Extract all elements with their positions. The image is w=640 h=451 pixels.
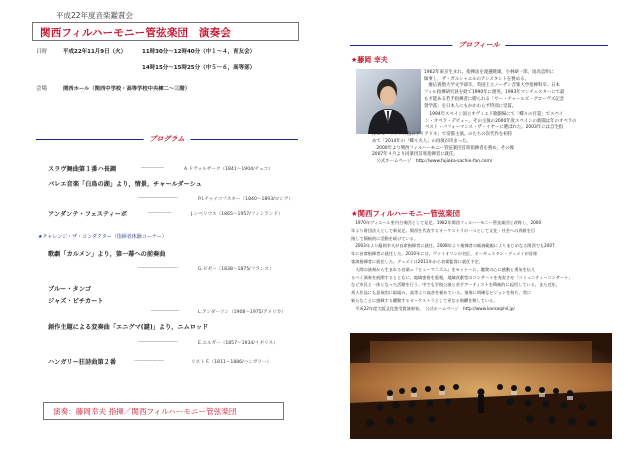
program-item [48,322,308,332]
performer-text: 演奏：藤岡幸夫 指揮／関西フィルハーモニー管弦楽団 [53,407,237,416]
bio-line: 公式ホームページ http://www.fujioka-sachio-fan.com/ [372,158,493,164]
program-heading: プログラム [144,134,191,144]
bio-line: 新たなことに挑戦する躍動するオーケストラとして更なる飛躍を期している。 [351,297,498,303]
bio-line: 邦人作品にも意欲的に取組み，高等より高音を極めている。演奏に明確なビジョンを持ち，常に [351,290,532,296]
program-item [48,209,308,219]
bio-line: 2007年４月より同楽団首席指揮者に就任。 [372,152,458,158]
venue-value: 関西ホール（関西中学校・高等学校中央棟二～三階） [63,86,191,92]
program-item-composer: E.エルガー（1857～1934/イギリス） [198,341,278,346]
bio-line: など市民と一体となった活動を行う。中でも学校公演と若手アーティストを積極的に起用している。また近年， [351,282,560,288]
program-item [48,264,308,274]
bio-line: 2000年より関西フィルハーモニー管弦楽団首席指揮者を務め，その後 [372,145,515,151]
bio-line: 客演指揮者に就任した。デュメイは2011年から音楽監督に就任予定。 [351,258,483,264]
orchestra-stage-image [350,333,612,439]
bio-line: 年より財団法人として新発足。関西を代表するオーケストラの一つとして文化・社会への貢献を目 [351,227,536,233]
profile-heading: プロフィール [452,40,505,50]
bio-line: も才能ある若手指揮者に贈られる「サー・チャールズ・グローヴズ記念 [424,96,565,102]
orchestra-name: ★関西フィルハーモニー管弦楽団 [351,209,460,218]
conductor-bio-continued [372,112,610,166]
conductor-name: ★藤岡 幸夫 [351,56,388,64]
program-item-dashes: ------------------------ [138,266,178,271]
program-heading-bar [36,134,298,144]
program-item-title: ブルー・タンゴ [48,286,92,293]
bio-line: 年に首席指揮者に就任した。2010年には，ヴァイオリンの名匠，オーギュスタン・デュメイが首席 [351,251,538,257]
program-item-composer: J.シベリウス（1865～1957/フィンランド） [191,212,283,217]
bio-line: 慶応義塾大学文学部卒，英国王立ノーザン音楽大学指揮科卒。日本 [424,83,560,89]
conductor-bio [424,70,609,110]
program-item-dashes: ----------------- [151,309,180,314]
program-item-title: バレエ音楽「白鳥の湖」より，情景，チャールダーシュ [48,181,202,188]
bio-line: 指して積極的に活動を続けている。 [351,235,419,241]
orchestra-bio [351,219,613,313]
bio-line: 2003年より藤岡幸夫が首席指揮者に就任。2008年より指揮者の飯森範親によりまじめなる関西でも2007 [351,243,555,249]
program-item-dashes: ------------------------ [138,340,178,345]
bio-line: 師事し，ザ・ガルシャエルのアシスタントを務める。 [424,76,529,82]
program-item [48,307,308,317]
bio-line: フィル指揮研究員を経て1990年に渡英。1993年マンチェスターにて最 [424,90,565,96]
conductor-corner: ★チャレンジ・ザ・コンダクター（指揮者体験コーナー） [38,234,167,240]
program-item [48,357,308,367]
program-item-title: 創作主題による変奏曲「エニグマ(謎)」より，ニムロッド [48,324,209,331]
date-value: 平成22年11月9日（火） [63,49,127,55]
date-label: 日時 [36,49,48,55]
program-item-dashes: ------------------------ [138,196,178,201]
program-item-composer: L.アンダーソン（1908～1975/アメリカ） [198,310,286,315]
concert-title: 関西フィルハーモニー管弦楽団 演奏会 [40,27,232,39]
program-item [48,194,308,204]
program-item-composer: リスト F.（1811～1886/ハンガリー） [191,360,272,365]
bio-line: 1994年スペイン国立オヴィエド歌劇場にて「蝶々の目覚」でスペイ [425,112,564,117]
program-item-title: アンダンテ・フェスティーボ [48,211,128,218]
bio-line: 平成22年度大阪文化賞受賞演奏家。 公式ホームページ http://www.kansaiphil.jp/ [351,305,515,311]
bio-line: 1962年東京生まれ。指揮法を渡邉暁雄，小林研一郎，尾高忠明に [424,70,554,75]
program-item [48,164,308,174]
program-item-title: スラヴ舞曲第１番ハ長調 [48,166,117,173]
program-item [48,179,308,189]
bio-line: 人間の演奏から生まれる音楽＝『ヒューマニズム』をモットーに，聴衆の心に感動と勇気を伝え [351,266,536,272]
program-item [48,249,308,259]
bio-line: 揮にて「サクソス島のアリアドネ」で帝都主演。のたちの次代作を初持 [372,132,513,138]
program-item-composer: G.ビゼー（1838～1875/フランス） [198,267,274,272]
bio-line: ベスト・パフォーマンス・ザ・イヤーに選ばれた。2003年には自宅指 [425,125,564,131]
time-first-session: 11時30分～12時40分（中１～４，育友会） [142,49,256,55]
bio-line: 1970年ヴィエール室内合奏団として発足。1982年関西フィルハーモニー管弦楽団と改称し，2000 [351,220,542,225]
program-item [48,296,308,306]
time-second-session: 14時15分～15時25分（中５～６，高等部） [142,65,256,71]
program-item-title: ハンガリー狂詩曲第２番 [48,359,117,366]
program-item-dashes: -------------- [141,166,165,171]
program-item-dashes: ------------------ [134,359,164,364]
program-item-composer: A.ドヴォルザーク（1841～1904/チェコ） [184,167,273,172]
bio-line: ン・オペラ・デビュー。その主演の2000年度スペインの新聞は年のオペラの [425,118,577,124]
profile-heading-bar [350,40,608,50]
bio-line: るべく演奏を展開するとともに，地域密着を重視，地域貢献型のコンサートを充実させ「コミュニティーコンサート」 [351,274,573,280]
program-item-composer: P.I.チャイコフスキー（1840～1893/ロシア） [198,197,294,202]
program-item-dashes: -------------- [148,211,172,216]
bio-line: めて「2014年の「蝶々夫人」の再演が決まった。 [372,138,471,144]
orchestra-photo [350,333,612,439]
program-item [48,338,308,348]
program-item-title: 歌劇「カルメン」より，第一幕への前奏曲 [48,251,166,258]
venue-label: 会場 [36,86,48,92]
year-title: 平成22年度音楽鑑賞会 [56,11,134,20]
bio-line: 奨学賞」を日本人にもかかわらず特別に受賞。 [424,103,517,109]
program-item-title: ジャズ・ピチカート [48,298,104,305]
program-item [48,284,308,294]
